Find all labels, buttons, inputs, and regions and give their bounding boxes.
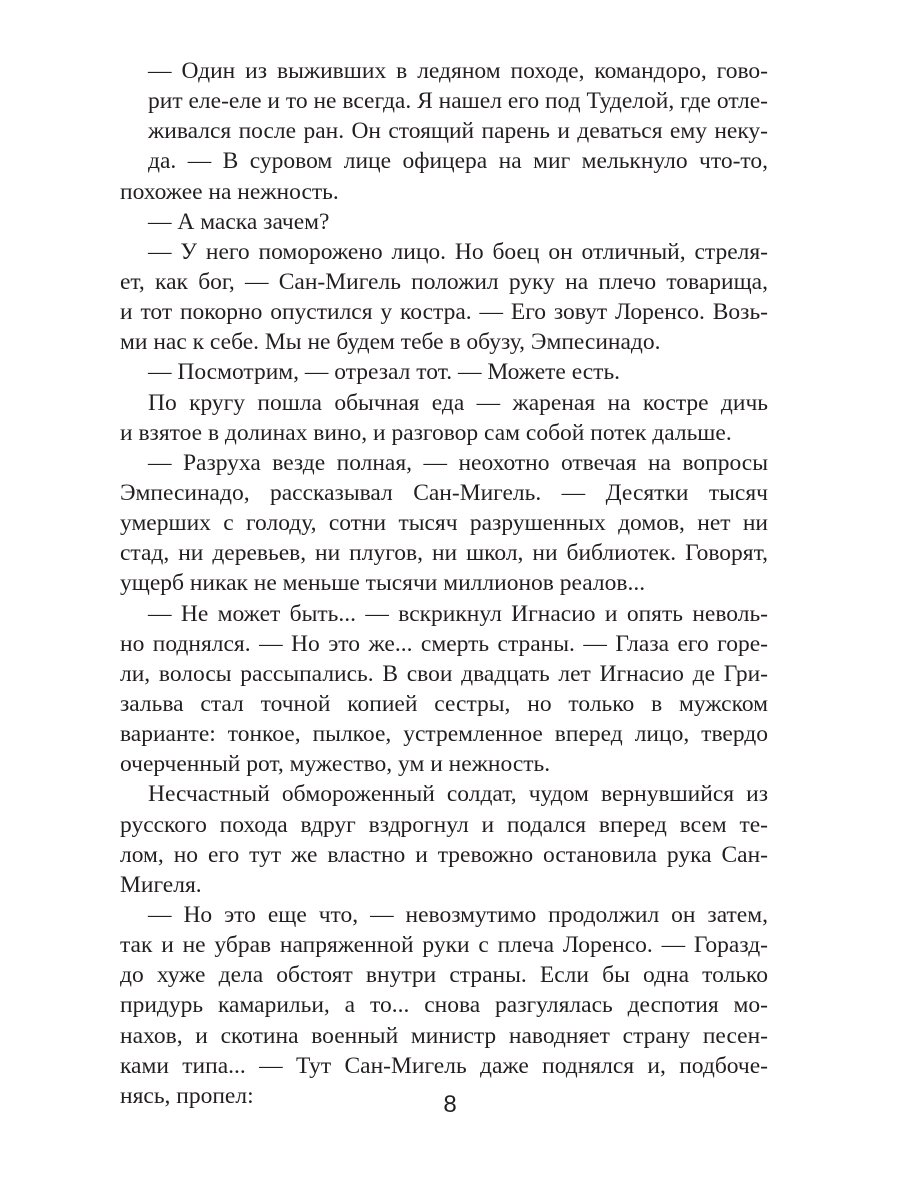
text-line: — Не может быть... — вскрикнул Игнасио и опять неволь-	[148, 600, 768, 627]
text-line: нахов, и скотина военный министр наводняет страну песен-	[120, 1022, 768, 1049]
text-line: лом, но его тут же властно и тревожно остановила рука Сан-	[120, 841, 768, 868]
text-line: да. — В суровом лице офицера на миг мелькнуло что-то,	[148, 148, 768, 175]
text-line: — Один из выживших в ледяном походе, командоро, гово-	[148, 58, 768, 84]
text-line: похожее на нежность.	[120, 178, 339, 205]
text-line: — Но это еще что, — невозмутимо продолжил он затем,	[148, 901, 768, 928]
text-line: — Разруха везде полная, — неохотно отвечая на вопросы	[148, 449, 768, 476]
text-line: ущерб никак не меньше тысячи миллионов реалов...	[120, 570, 646, 597]
text-line: ками типа... — Тут Сан-Мигель даже поднялся и, подбоче-	[120, 1052, 768, 1079]
text-line: ли, волосы рассыпались. В свои двадцать лет Игнасио де Гри-	[120, 660, 768, 687]
text-line: так и не убрав напряженной руки с плеча Лоренсо. — Горазд-	[120, 932, 768, 959]
text-line: варианте: тонкое, пылкое, устремленное вперед лицо, твердо	[120, 721, 768, 748]
text-line: ет, как бог, — Сан-Мигель положил руку на плечо товарища,	[120, 268, 768, 295]
text-line: — У него поморожено лицо. Но боец он отличный, стреля-	[148, 238, 768, 265]
text-line: По кругу пошла обычная еда — жареная на костре дичь	[148, 389, 768, 416]
text-line: ми нас к себе. Мы не будем тебе в обузу, Эмпесинадо.	[120, 329, 661, 356]
text-line: нясь, пропел:	[120, 1082, 254, 1109]
text-line: и взятое в долинах вино, и разговор сам собой потек дальше.	[120, 419, 732, 446]
text-line: рит еле-еле и то не всегда. Я нашел его под Туделой, где отле-	[148, 88, 768, 115]
text-line: живался после ран. Он стоящий парень и деваться ему неку-	[148, 118, 768, 145]
text-line: Эмпесинадо, рассказывал Сан-Мигель. — Десятки тысяч	[120, 479, 768, 506]
text-line: стад, ни деревьев, ни плугов, ни школ, ни библиотек. Говорят,	[120, 540, 768, 567]
text-line: — Посмотрим, — отрезал тот. — Можете есть.	[148, 359, 621, 386]
body-text	[120, 56, 768, 1111]
text-line: до хуже дела обстоят внутри страны. Если бы одна только	[120, 962, 768, 989]
text-line: и тот покорно опустился у костра. — Его зовут Лоренсо. Возь-	[120, 299, 768, 326]
text-line: умерших с голоду, сотни тысяч разрушенных домов, нет ни	[120, 510, 768, 537]
text-line: зальва стал точной копией сестры, но только в мужском	[120, 690, 768, 717]
page-number: 8	[443, 1091, 457, 1118]
text-line: Несчастный обмороженный солдат, чудом вернувшийся из	[148, 781, 768, 808]
text-line: придурь камарильи, а то... снова разгулялась деспотия мо-	[120, 992, 768, 1019]
text-line: Мигеля.	[120, 871, 202, 898]
text-line: русского похода вдруг вздрогнул и подался вперед всем те-	[120, 811, 768, 838]
text-line: но поднялся. — Но это же... смерть страны. — Глаза его горе-	[120, 630, 768, 657]
text-line: очерченный рот, мужество, ум и нежность.	[120, 751, 551, 778]
text-line: — А маска зачем?	[148, 208, 330, 235]
